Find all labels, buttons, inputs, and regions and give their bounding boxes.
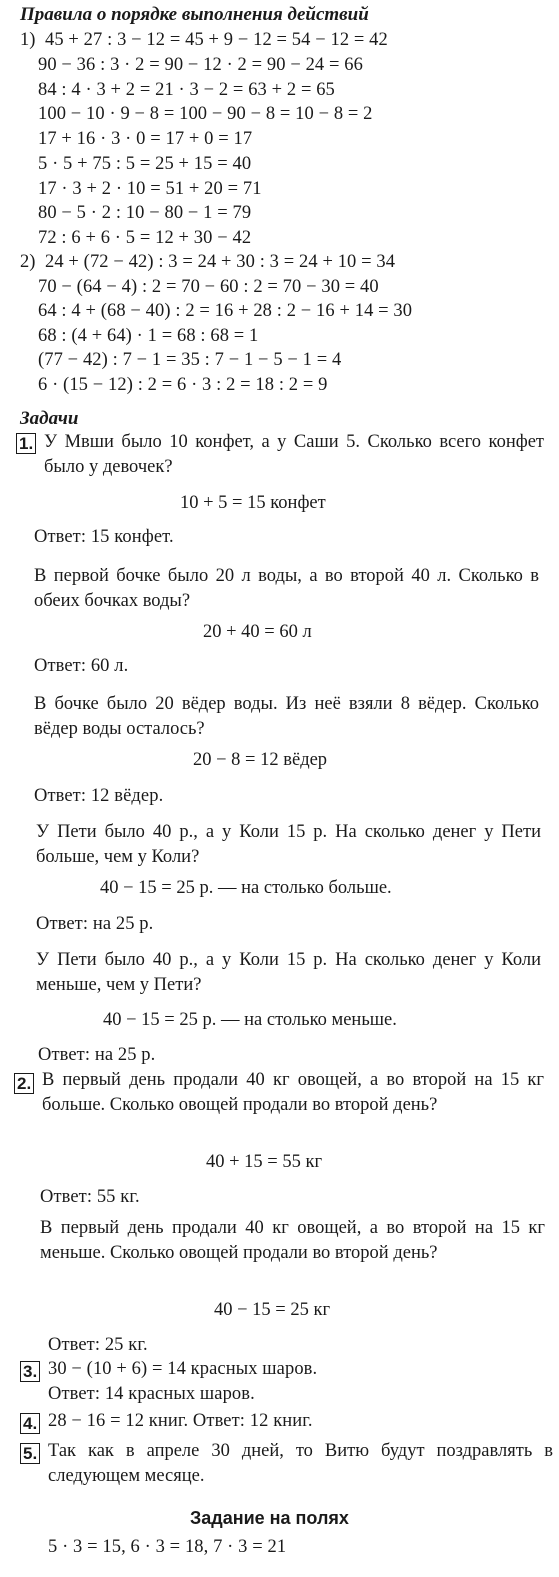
task1-answer5: Ответ: на 25 р. [38, 1045, 156, 1065]
task1-problem3: В бочке было 20 вёдер воды. Из неё взяли 8 вёдер. Сколько вёдер воды осталось? [34, 694, 539, 739]
task2-problem1: В первый день продали 40 кг овощей, а во второй на 15 кг больше. Сколько овощей продали во второй день? [42, 1070, 544, 1115]
rules-line: (77 − 42) : 7 − 1 = 35 : 7 − 1 − 5 − 1 = 4 [38, 350, 342, 370]
rules-line: 84 : 4 · 3 + 2 = 21 · 3 − 2 = 63 + 2 = 65 [38, 80, 335, 100]
task1-problem2: В первой бочке было 20 л воды, а во второй 40 л. Сколько в обеих бочках воды? [34, 566, 539, 611]
part2-label: 2) [20, 252, 36, 272]
task2-problem2: В первый день продали 40 кг овощей, а во второй на 15 кг меньше. Сколько овощей продали во второй день? [40, 1218, 545, 1263]
task1-equation1: 10 + 5 = 15 конфет [180, 493, 326, 513]
task4-text: 28 − 16 = 12 книг. Ответ: 12 книг. [48, 1411, 313, 1431]
task2-answer1: Ответ: 55 кг. [40, 1187, 140, 1207]
rules-line: 64 : 4 + (68 − 40) : 2 = 16 + 28 : 2 − 16 + 14 = 30 [38, 301, 413, 321]
task-number-2: 2. [14, 1073, 34, 1094]
task3-equation: 30 − (10 + 6) = 14 красных шаров. [48, 1359, 318, 1379]
task-number-4: 4. [20, 1413, 40, 1434]
task1-problem5: У Пети было 40 р., а у Коли 15 р. На сколько денег у Коли меньше, чем у Пети? [36, 950, 541, 995]
task1-problem1: У Мвши было 10 конфет, а у Саши 5. Сколько всего конфет было у девочек? [44, 432, 544, 477]
task1-problem4: У Пети было 40 р., а у Коли 15 р. На сколько денег у Пети больше, чем у Коли? [36, 822, 541, 867]
task-number-3: 3. [20, 1361, 40, 1382]
rules-line: 68 : (4 + 64) · 1 = 68 : 68 = 1 [38, 326, 259, 346]
rules-line: 6 · (15 − 12) : 2 = 6 · 3 : 2 = 18 : 2 = 9 [38, 375, 328, 395]
task1-answer3: Ответ: 12 вёдер. [34, 786, 164, 806]
rules-line: 100 − 10 · 9 − 8 = 100 − 90 − 8 = 10 − 8 = 2 [38, 104, 373, 124]
task2-answer2: Ответ: 25 кг. [48, 1335, 148, 1355]
rules-line: 90 − 36 : 3 · 2 = 90 − 12 · 2 = 90 − 24 = 66 [38, 55, 363, 75]
task1-answer1: Ответ: 15 конфет. [34, 527, 174, 547]
task3-answer: Ответ: 14 красных шаров. [48, 1384, 255, 1404]
task-number-5: 5. [20, 1443, 40, 1464]
task2-equation2: 40 − 15 = 25 кг [214, 1300, 331, 1320]
tasks-title: Задачи [20, 408, 79, 429]
margin-task-title: Задание на полях [190, 1508, 349, 1528]
task5-text: Так как в апреле 30 дней, то Витю будут поздравлять в следующем месяце. [48, 1441, 553, 1486]
task1-equation2: 20 + 40 = 60 л [203, 622, 312, 642]
rules-line: 45 + 27 : 3 − 12 = 45 + 9 − 12 = 54 − 12 = 42 [45, 30, 388, 50]
task2-equation1: 40 + 15 = 55 кг [206, 1152, 323, 1172]
task1-answer4: Ответ: на 25 р. [36, 914, 154, 934]
task1-answer2: Ответ: 60 л. [34, 656, 129, 676]
task1-equation5: 40 − 15 = 25 р. — на столько меньше. [103, 1010, 397, 1030]
margin-task-text: 5 · 3 = 15, 6 · 3 = 18, 7 · 3 = 21 [48, 1537, 287, 1557]
rules-line: 5 · 5 + 75 : 5 = 25 + 15 = 40 [38, 154, 252, 174]
rules-line: 80 − 5 · 2 : 10 − 80 − 1 = 79 [38, 203, 252, 223]
rules-line: 70 − (64 − 4) : 2 = 70 − 60 : 2 = 70 − 30 = 40 [38, 277, 379, 297]
task1-equation3: 20 − 8 = 12 вёдер [193, 750, 328, 770]
task-number-1: 1. [16, 433, 36, 454]
rules-line: 17 · 3 + 2 · 10 = 51 + 20 = 71 [38, 179, 262, 199]
task1-equation4: 40 − 15 = 25 р. — на столько больше. [100, 878, 392, 898]
part1-label: 1) [20, 30, 36, 50]
rules-line: 24 + (72 − 42) : 3 = 24 + 30 : 3 = 24 + 10 = 34 [45, 252, 396, 272]
rules-title: Правила о порядке выполнения действий [20, 4, 369, 25]
rules-line: 72 : 6 + 6 · 5 = 12 + 30 − 42 [38, 228, 252, 248]
rules-line: 17 + 16 · 3 · 0 = 17 + 0 = 17 [38, 129, 253, 149]
